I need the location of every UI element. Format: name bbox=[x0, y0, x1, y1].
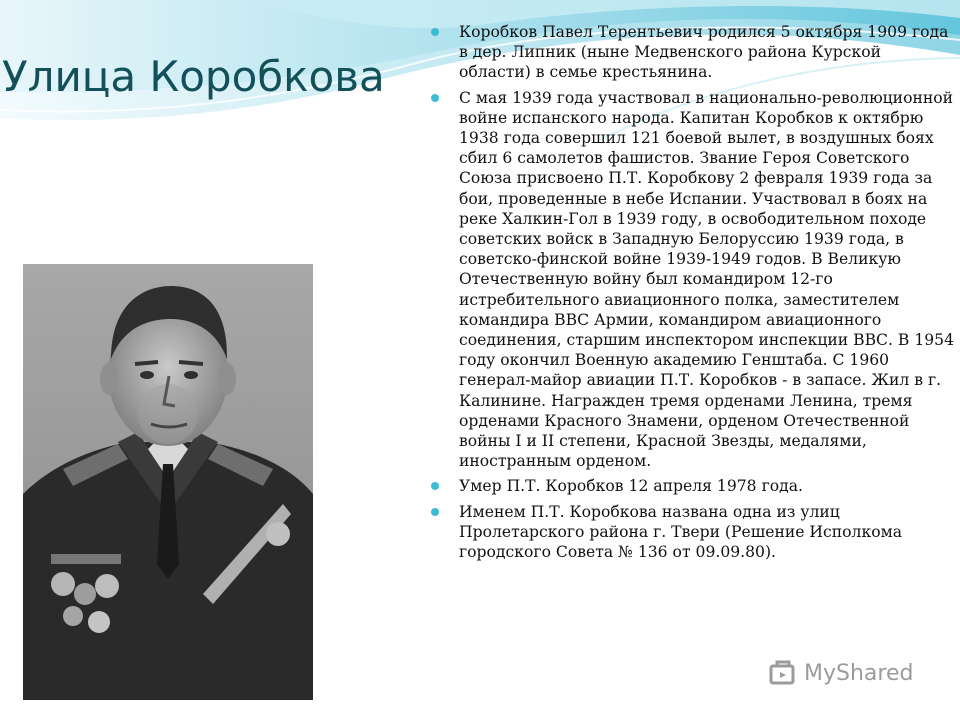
watermark-text: MyShared bbox=[804, 660, 914, 686]
bullet-icon bbox=[431, 94, 439, 102]
list-item bbox=[430, 502, 955, 563]
list-item bbox=[430, 476, 955, 496]
bullet-text: С мая 1939 года участвовал в национально-революционной войне испанского народа. Капитан Коробков к октябрю 1938 года совершил 121 боевой вылет, в воздушных боях сбил 6 самолетов фашистов. Звание Героя Советского Союза присвоено П.Т. Коробкову 2 февраля 1939 года за бои, проведенные в небе Испании. Участвовал в боях на реке Халкин-Гол в 1939 году, в освободительном походе советских войск в Западную Белоруссию 1939 года, в советско-финской войне 1939-1949 годов. В Великую Отечественную войну был командиром 12-го истребительного авиационного полка, заместителем командира ВВС Армии, командиром авиационного соединения, старшим инспектором инспекции ВВС. В 1954 году окончил Военную академию Генштаба. С 1960 генерал-майор авиации П.Т. Коробков - в запасе. Жил в г. Калинине. Награжден тремя орденами Ленина, тремя орденами Красного Знамени, орденом Отечественной войны I и II степени, Красной Звезды, медалями, иностранным орденом. bbox=[459, 88, 955, 471]
bullet-list bbox=[430, 22, 955, 567]
bullet-icon bbox=[431, 28, 439, 36]
slide-title: Улица Коробкова bbox=[2, 52, 385, 101]
bullet-icon bbox=[431, 482, 439, 490]
watermark bbox=[768, 656, 913, 690]
bullet-icon bbox=[431, 508, 439, 516]
portrait-photo bbox=[23, 264, 313, 700]
bullet-text: Коробков Павел Терентьевич родился 5 октября 1909 года в дер. Липник (ныне Медвенского района Курской области) в семье крестьянина. bbox=[459, 23, 949, 82]
bullet-text: Именем П.Т. Коробкова названа одна из улиц Пролетарского района г. Твери (Решение Исполкома городского Совета № 136 от 09.09.80). bbox=[459, 502, 903, 562]
list-item bbox=[430, 22, 955, 83]
myshared-logo-icon bbox=[768, 658, 798, 688]
list-item bbox=[430, 88, 955, 472]
bullet-text: Умер П.Т. Коробков 12 апреля 1978 года. bbox=[459, 477, 803, 496]
